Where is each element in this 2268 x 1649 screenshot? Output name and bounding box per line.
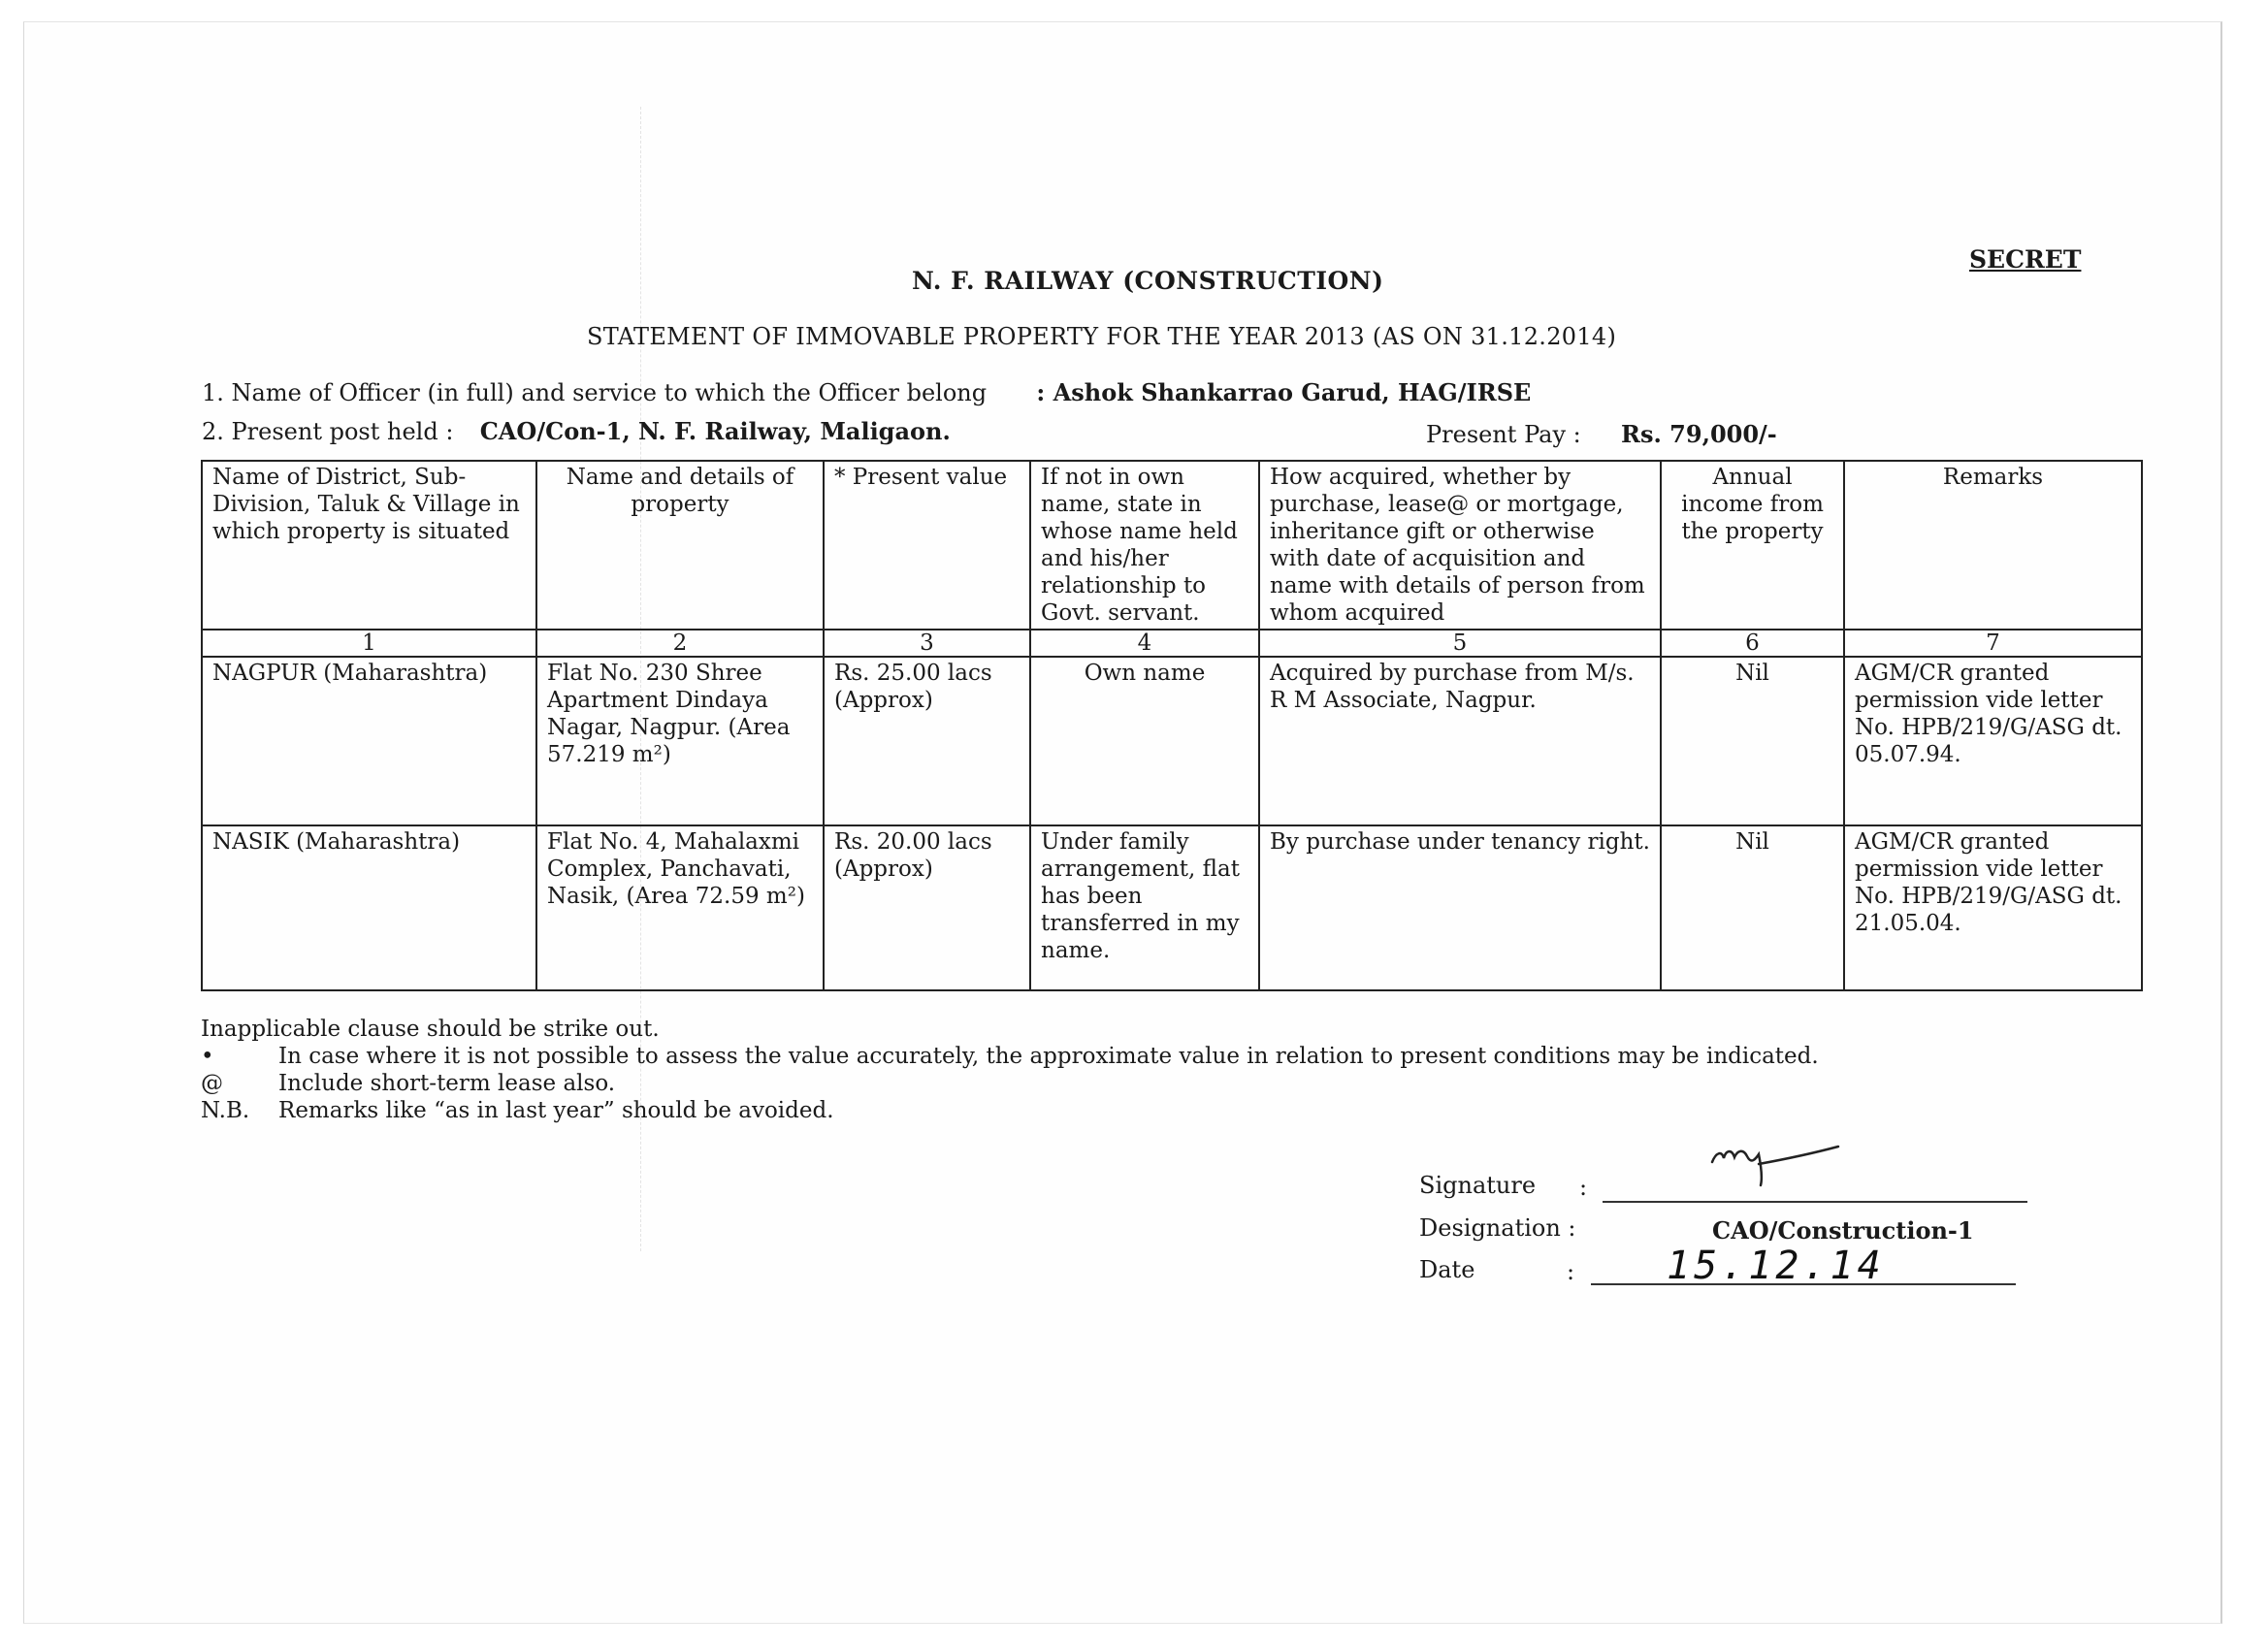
property-table bbox=[201, 460, 2143, 991]
note-nb-text: Remarks like “as in last year” should be avoided. bbox=[278, 1098, 834, 1123]
date-label: Date bbox=[1419, 1256, 1475, 1283]
cell-name-held: Own name bbox=[1030, 657, 1259, 825]
designation-value: CAO/Construction-1 bbox=[1712, 1216, 1974, 1245]
organisation-title: N. F. RAILWAY (CONSTRUCTION) bbox=[912, 267, 1384, 295]
column-number: 4 bbox=[1030, 630, 1259, 657]
signature-line bbox=[1603, 1201, 2027, 1203]
bullet-mark: • bbox=[201, 1044, 214, 1069]
signature-colon: : bbox=[1579, 1174, 1588, 1201]
handwritten-date: 15.12.14 bbox=[1667, 1244, 1885, 1288]
header-present-value: * Present value bbox=[824, 461, 1030, 630]
cell-name-held: Under family arrangement, flat has been transferred in my name. bbox=[1030, 825, 1259, 990]
table-row bbox=[202, 825, 2142, 990]
classification-label: SECRET bbox=[1969, 245, 2082, 274]
at-mark: @ bbox=[201, 1071, 223, 1096]
table-header-row bbox=[202, 461, 2142, 630]
header-how-acquired: How acquired, whether by purchase, lease@ or mortgage, inheritance gift or otherwise with date of acquisition and name with details of person from whom acquired bbox=[1259, 461, 1661, 630]
cell-income: Nil bbox=[1661, 825, 1844, 990]
column-number: 5 bbox=[1259, 630, 1661, 657]
header-property: Name and details of property bbox=[536, 461, 824, 630]
table-row bbox=[202, 657, 2142, 825]
officer-name-label: 1. Name of Officer (in full) and service to which the Officer belong bbox=[202, 379, 988, 406]
signature-label: Signature bbox=[1419, 1172, 1537, 1199]
cell-remarks: AGM/CR granted permission vide letter No. HPB/219/G/ASG dt. 05.07.94. bbox=[1844, 657, 2142, 825]
cell-income: Nil bbox=[1661, 657, 1844, 825]
cell-acquired: By purchase under tenancy right. bbox=[1259, 825, 1661, 990]
designation-label: Designation : bbox=[1419, 1214, 1576, 1242]
present-post-line bbox=[202, 417, 951, 445]
cell-value: Rs. 20.00 lacs (Approx) bbox=[824, 825, 1030, 990]
note-lease-text: Include short-term lease also. bbox=[278, 1071, 616, 1096]
header-location: Name of District, Sub-Division, Taluk & Village in which property is situated bbox=[202, 461, 536, 630]
cell-property: Flat No. 4, Mahalaxmi Complex, Panchavati, Nasik, (Area 72.59 m²) bbox=[536, 825, 824, 990]
present-post-value: CAO/Con-1, N. F. Railway, Maligaon. bbox=[479, 417, 951, 445]
present-post-label: 2. Present post held : bbox=[202, 418, 454, 445]
present-pay-line bbox=[1426, 420, 1777, 448]
date-colon: : bbox=[1567, 1258, 1575, 1285]
header-annual-income: Annual income from the property bbox=[1661, 461, 1844, 630]
note-nb bbox=[201, 1097, 1819, 1124]
cell-remarks: AGM/CR granted permission vide letter No. HPB/219/G/ASG dt. 21.05.04. bbox=[1844, 825, 2142, 990]
officer-name-line bbox=[202, 378, 1531, 406]
cell-location: NAGPUR (Maharashtra) bbox=[202, 657, 536, 825]
column-number: 3 bbox=[824, 630, 1030, 657]
note-bullet-text: In case where it is not possible to assess the value accurately, the approximate value in relation to present conditions may be indicated. bbox=[278, 1044, 1819, 1069]
header-remarks: Remarks bbox=[1844, 461, 2142, 630]
notes-block bbox=[201, 1016, 1819, 1124]
column-number: 6 bbox=[1661, 630, 1844, 657]
cell-acquired: Acquired by purchase from M/s. R M Associate, Nagpur. bbox=[1259, 657, 1661, 825]
note-lease bbox=[201, 1070, 1819, 1097]
date-line bbox=[1591, 1283, 2016, 1285]
column-number-row bbox=[202, 630, 2142, 657]
cell-location: NASIK (Maharashtra) bbox=[202, 825, 536, 990]
nb-mark: N.B. bbox=[201, 1098, 250, 1123]
column-number: 2 bbox=[536, 630, 824, 657]
note-bullet bbox=[201, 1043, 1819, 1070]
present-pay-label: Present Pay : bbox=[1426, 421, 1581, 448]
statement-title: STATEMENT OF IMMOVABLE PROPERTY FOR THE YEAR 2013 (AS ON 31.12.2014) bbox=[587, 323, 1617, 350]
present-pay-value: Rs. 79,000/- bbox=[1621, 420, 1777, 448]
header-name-held: If not in own name, state in whose name held and his/her relationship to Govt. servant. bbox=[1030, 461, 1259, 630]
column-number: 7 bbox=[1844, 630, 2142, 657]
column-number: 1 bbox=[202, 630, 536, 657]
note-clause: Inapplicable clause should be strike out. bbox=[201, 1017, 660, 1042]
handwritten-signature bbox=[1702, 1125, 1848, 1197]
officer-name-value: : Ashok Shankarrao Garud, HAG/IRSE bbox=[1036, 378, 1532, 406]
cell-value: Rs. 25.00 lacs (Approx) bbox=[824, 657, 1030, 825]
cell-property: Flat No. 230 Shree Apartment Dindaya Nagar, Nagpur. (Area 57.219 m²) bbox=[536, 657, 824, 825]
